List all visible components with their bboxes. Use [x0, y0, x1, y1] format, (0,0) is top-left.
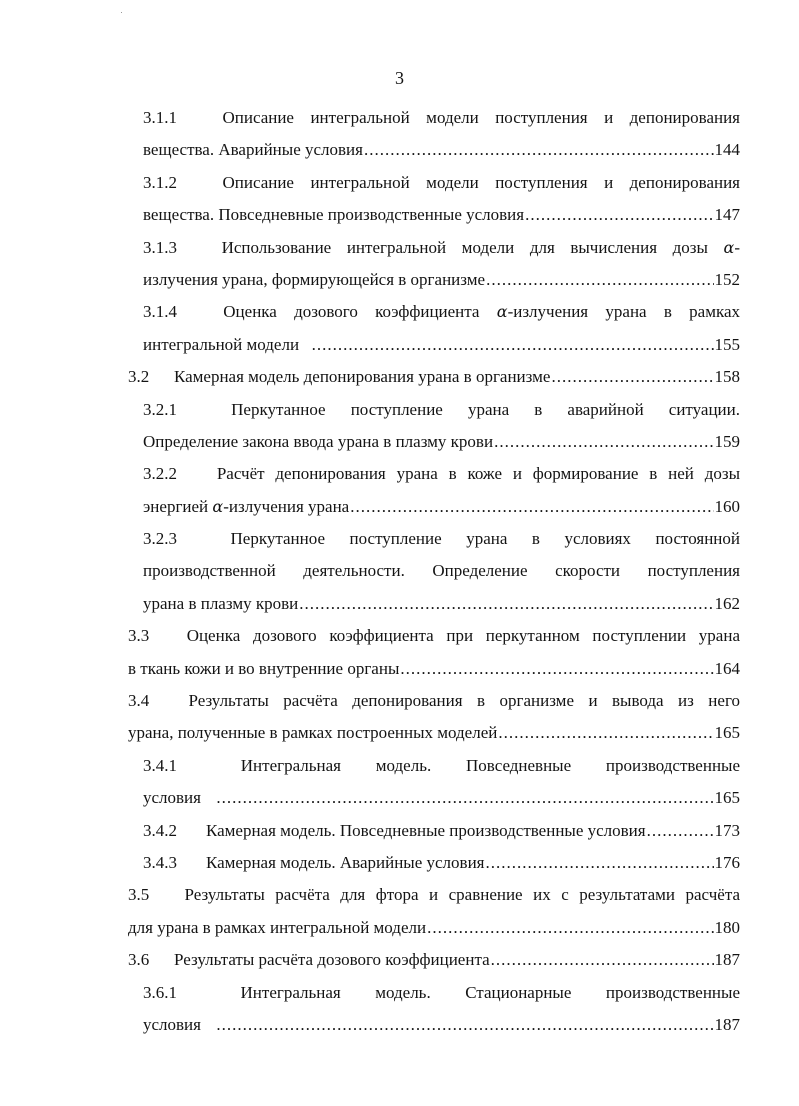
- toc-entry-3-6[interactable]: [128, 944, 740, 976]
- toc-entry-3-4-cont[interactable]: [128, 717, 740, 749]
- toc-title: Камерная модель. Аварийные условия: [206, 852, 485, 872]
- dot-leader: [216, 782, 713, 814]
- toc-title-cont: вещества. Аварийные условия: [143, 140, 363, 160]
- toc-title: Расчёт депонирования урана в коже и формирование в ней дозы: [216, 464, 740, 484]
- toc-page: 152: [714, 269, 740, 289]
- toc-title-cont: интегральной модели: [143, 334, 300, 354]
- toc-title: Результаты расчёта депонирования в организме и вывода из него: [188, 691, 741, 711]
- toc-number: 3.4: [128, 691, 150, 711]
- toc-page: 165: [714, 723, 740, 743]
- toc-entry-3-1-2[interactable]: [143, 167, 740, 199]
- toc-entry-3-1-1[interactable]: [143, 102, 740, 134]
- toc-entry-3-1-3-cont[interactable]: [143, 264, 740, 296]
- toc-number: 3.4.1: [143, 755, 177, 775]
- toc-title: Результаты расчёта для фтора и сравнение их с результатами расчёта: [184, 885, 740, 905]
- toc-number: 3.4.3: [143, 852, 177, 872]
- toc-entry-3-1-2-cont[interactable]: [143, 199, 740, 231]
- toc-number: 3.2.2: [143, 464, 177, 484]
- toc-number: 3.2.3: [143, 529, 177, 549]
- dot-leader: [427, 912, 713, 944]
- toc-page: 180: [714, 917, 740, 937]
- toc-title: Результаты расчёта дозового коэффициента: [174, 950, 490, 970]
- toc-title: Описание интегральной модели поступления и депонирования: [222, 108, 740, 127]
- toc-page: 159: [714, 431, 740, 451]
- toc-page: 176: [714, 852, 740, 872]
- toc-page: 144: [714, 140, 740, 160]
- toc-title: Оценка дозового коэффициента: [223, 302, 480, 322]
- toc-page: 165: [714, 788, 740, 808]
- toc-title: Использование интегральной модели для вычисления дозы: [221, 237, 708, 257]
- toc-number: 3.2: [128, 367, 150, 387]
- toc-entry-3-6-1[interactable]: [143, 977, 740, 1009]
- toc-entry-3-5[interactable]: [128, 879, 740, 911]
- toc-title-suffix: -излучения урана: [223, 496, 350, 516]
- toc-page: 164: [714, 658, 740, 678]
- alpha-symbol: α: [496, 302, 508, 322]
- toc-entry-3-1-1-cont[interactable]: [143, 134, 740, 166]
- toc-title-cont: урана в плазму крови: [143, 593, 299, 613]
- toc-page: 155: [714, 334, 740, 354]
- toc-title-cont: вещества. Повседневные производственные условия: [143, 205, 525, 225]
- toc-number: 3.2.1: [143, 399, 177, 419]
- page-number: 3: [395, 68, 404, 88]
- toc-number: 3.5: [128, 885, 150, 905]
- toc-title: Интегральная модель. Повседневные производственные: [240, 755, 741, 775]
- dot-leader: [494, 426, 713, 458]
- toc-title-cont: условия: [143, 788, 201, 808]
- toc-page: 173: [714, 820, 740, 840]
- toc-title: Камерная модель депонирования урана в организме: [174, 367, 551, 387]
- dot-leader: [486, 264, 713, 296]
- toc-title: Описание интегральной модели поступления и депонирования: [222, 172, 740, 192]
- toc-title-cont: в ткань кожи и во внутренние органы: [128, 658, 400, 678]
- toc-entry-3-4-2[interactable]: [143, 815, 740, 847]
- toc-number: 3.4.2: [143, 820, 177, 840]
- dot-leader: [299, 588, 713, 620]
- toc-entry-3-4-1-cont[interactable]: [143, 782, 740, 814]
- toc-page: 158: [714, 367, 740, 387]
- toc-title-cont: Определение закона ввода урана в плазму крови: [143, 431, 494, 451]
- toc-page: 187: [714, 1014, 740, 1034]
- dot-leader: [485, 847, 713, 879]
- dot-leader: [498, 717, 713, 749]
- toc-title-cont: излучения урана, формирующейся в организме: [143, 269, 486, 289]
- toc-entry-3-4-1[interactable]: [143, 750, 740, 782]
- toc-title: Перкутанное поступление урана в условиях постоянной: [230, 529, 741, 549]
- dot-leader: [350, 491, 713, 523]
- toc-title-suffix: -излучения урана в рамках: [507, 302, 741, 322]
- toc-entry-3-2-2-cont[interactable]: [143, 491, 740, 523]
- toc-title-cont: условия: [143, 1014, 201, 1034]
- toc-title-cont: энергией: [143, 496, 209, 516]
- alpha-symbol: α: [723, 237, 735, 257]
- toc-page: 160: [714, 496, 740, 516]
- toc-entry-3-6-1-cont[interactable]: [143, 1009, 740, 1041]
- toc-number: 3.1.2: [143, 172, 177, 192]
- toc-number: 3.6.1: [143, 982, 177, 1002]
- toc-title-cont: для урана в рамках интегральной модели: [128, 917, 427, 937]
- toc-number: 3.1.3: [143, 237, 177, 257]
- toc-page: 187: [714, 950, 740, 970]
- toc-title: Камерная модель. Повседневные производственные условия: [206, 820, 646, 840]
- toc-entry-3-4-3[interactable]: [143, 847, 740, 879]
- toc-entry-3-5-cont[interactable]: [128, 912, 740, 944]
- toc-entry-3-2-1-cont[interactable]: [143, 426, 740, 458]
- toc-entry-3-3-cont[interactable]: [128, 653, 740, 685]
- toc-entry-3-2-3-cont2[interactable]: [143, 588, 740, 620]
- dot-leader: [491, 944, 714, 976]
- dot-leader: [312, 329, 714, 361]
- toc-page: 162: [714, 593, 740, 613]
- toc-title-cont: производственной деятельности. Определение скорости поступления: [143, 561, 740, 581]
- toc-number: 3.1.1: [143, 108, 177, 127]
- toc-entry-3-3[interactable]: [128, 620, 740, 652]
- dot-leader: [525, 199, 713, 231]
- toc-number: 3.6: [128, 950, 150, 970]
- toc-title: Оценка дозового коэффициента при перкутанном поступлении урана: [186, 626, 740, 646]
- dot-leader: [364, 134, 714, 166]
- toc-page: 147: [714, 205, 740, 225]
- dot-leader: [647, 815, 714, 847]
- toc-number: 3.1.4: [143, 302, 177, 322]
- toc-entry-3-2-3-cont[interactable]: [143, 555, 740, 587]
- toc-title: Перкутанное поступление урана в аварийной ситуации.: [231, 399, 741, 419]
- toc-entry-3-2-1[interactable]: [143, 394, 740, 426]
- alpha-symbol: α: [212, 496, 224, 516]
- dot-leader: [216, 1009, 713, 1041]
- toc-entry-3-1-4[interactable]: [143, 296, 740, 328]
- toc-entry-3-2-3[interactable]: [143, 523, 740, 555]
- toc-title: Интегральная модель. Стационарные производственные: [240, 982, 740, 1002]
- dot-leader: [400, 653, 713, 685]
- toc-entry-3-2-2[interactable]: [143, 458, 740, 490]
- toc-title-cont: урана, полученные в рамках построенных моделей: [128, 723, 498, 743]
- scan-speck: [121, 12, 122, 13]
- toc-entry-3-2[interactable]: [128, 361, 740, 393]
- dot-leader: [551, 361, 713, 393]
- toc-entry-3-1-3[interactable]: [143, 232, 740, 264]
- toc-title-suffix: -: [734, 237, 741, 257]
- toc-entry-3-1-4-cont[interactable]: [143, 329, 740, 361]
- toc-entry-3-4[interactable]: [128, 685, 740, 717]
- table-of-contents: [0, 102, 799, 1041]
- toc-number: 3.3: [128, 626, 150, 646]
